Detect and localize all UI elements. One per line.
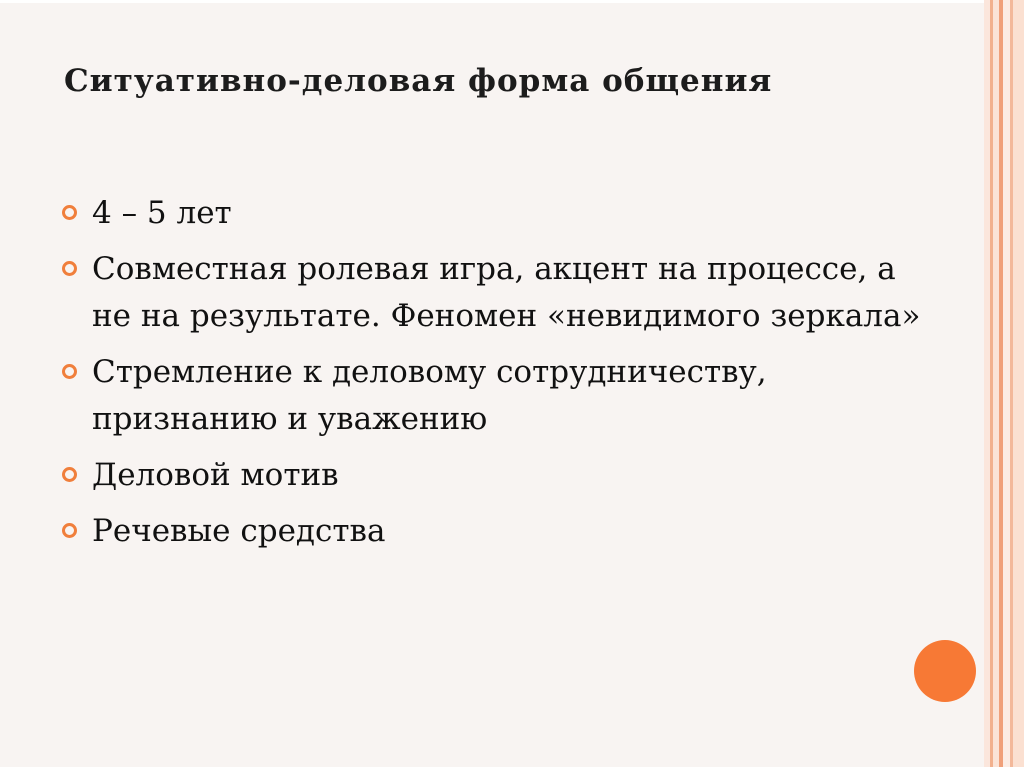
bullet-list: [62, 190, 922, 564]
bullet-text: Речевые средства: [92, 513, 386, 549]
bullet-circle-icon: [62, 523, 77, 538]
stripe: [1003, 0, 1010, 767]
bullet-text: Деловой мотив: [92, 457, 339, 493]
bullet-text: Совместная ролевая игра, акцент на процессе, а не на результате. Феномен «невидимого зеркала»: [92, 251, 921, 334]
bullet-item: [62, 349, 922, 443]
bullet-text: Стремление к деловому сотрудничеству, признанию и уважению: [92, 354, 767, 437]
bullet-item: [62, 508, 922, 555]
bullet-circle-icon: [62, 261, 77, 276]
top-edge: [0, 0, 1024, 3]
bullet-circle-icon: [62, 467, 77, 482]
decorative-stripes: [984, 0, 1024, 767]
bullet-item: [62, 190, 922, 237]
bullet-item: [62, 246, 922, 340]
stripe: [1013, 0, 1024, 767]
bullet-circle-icon: [62, 205, 77, 220]
slide-title: Ситуативно-деловая форма общения: [64, 63, 773, 99]
bullet-item: [62, 452, 922, 499]
bullet-circle-icon: [62, 364, 77, 379]
decorative-circle: [914, 640, 976, 702]
bullet-text: 4 – 5 лет: [92, 195, 232, 231]
